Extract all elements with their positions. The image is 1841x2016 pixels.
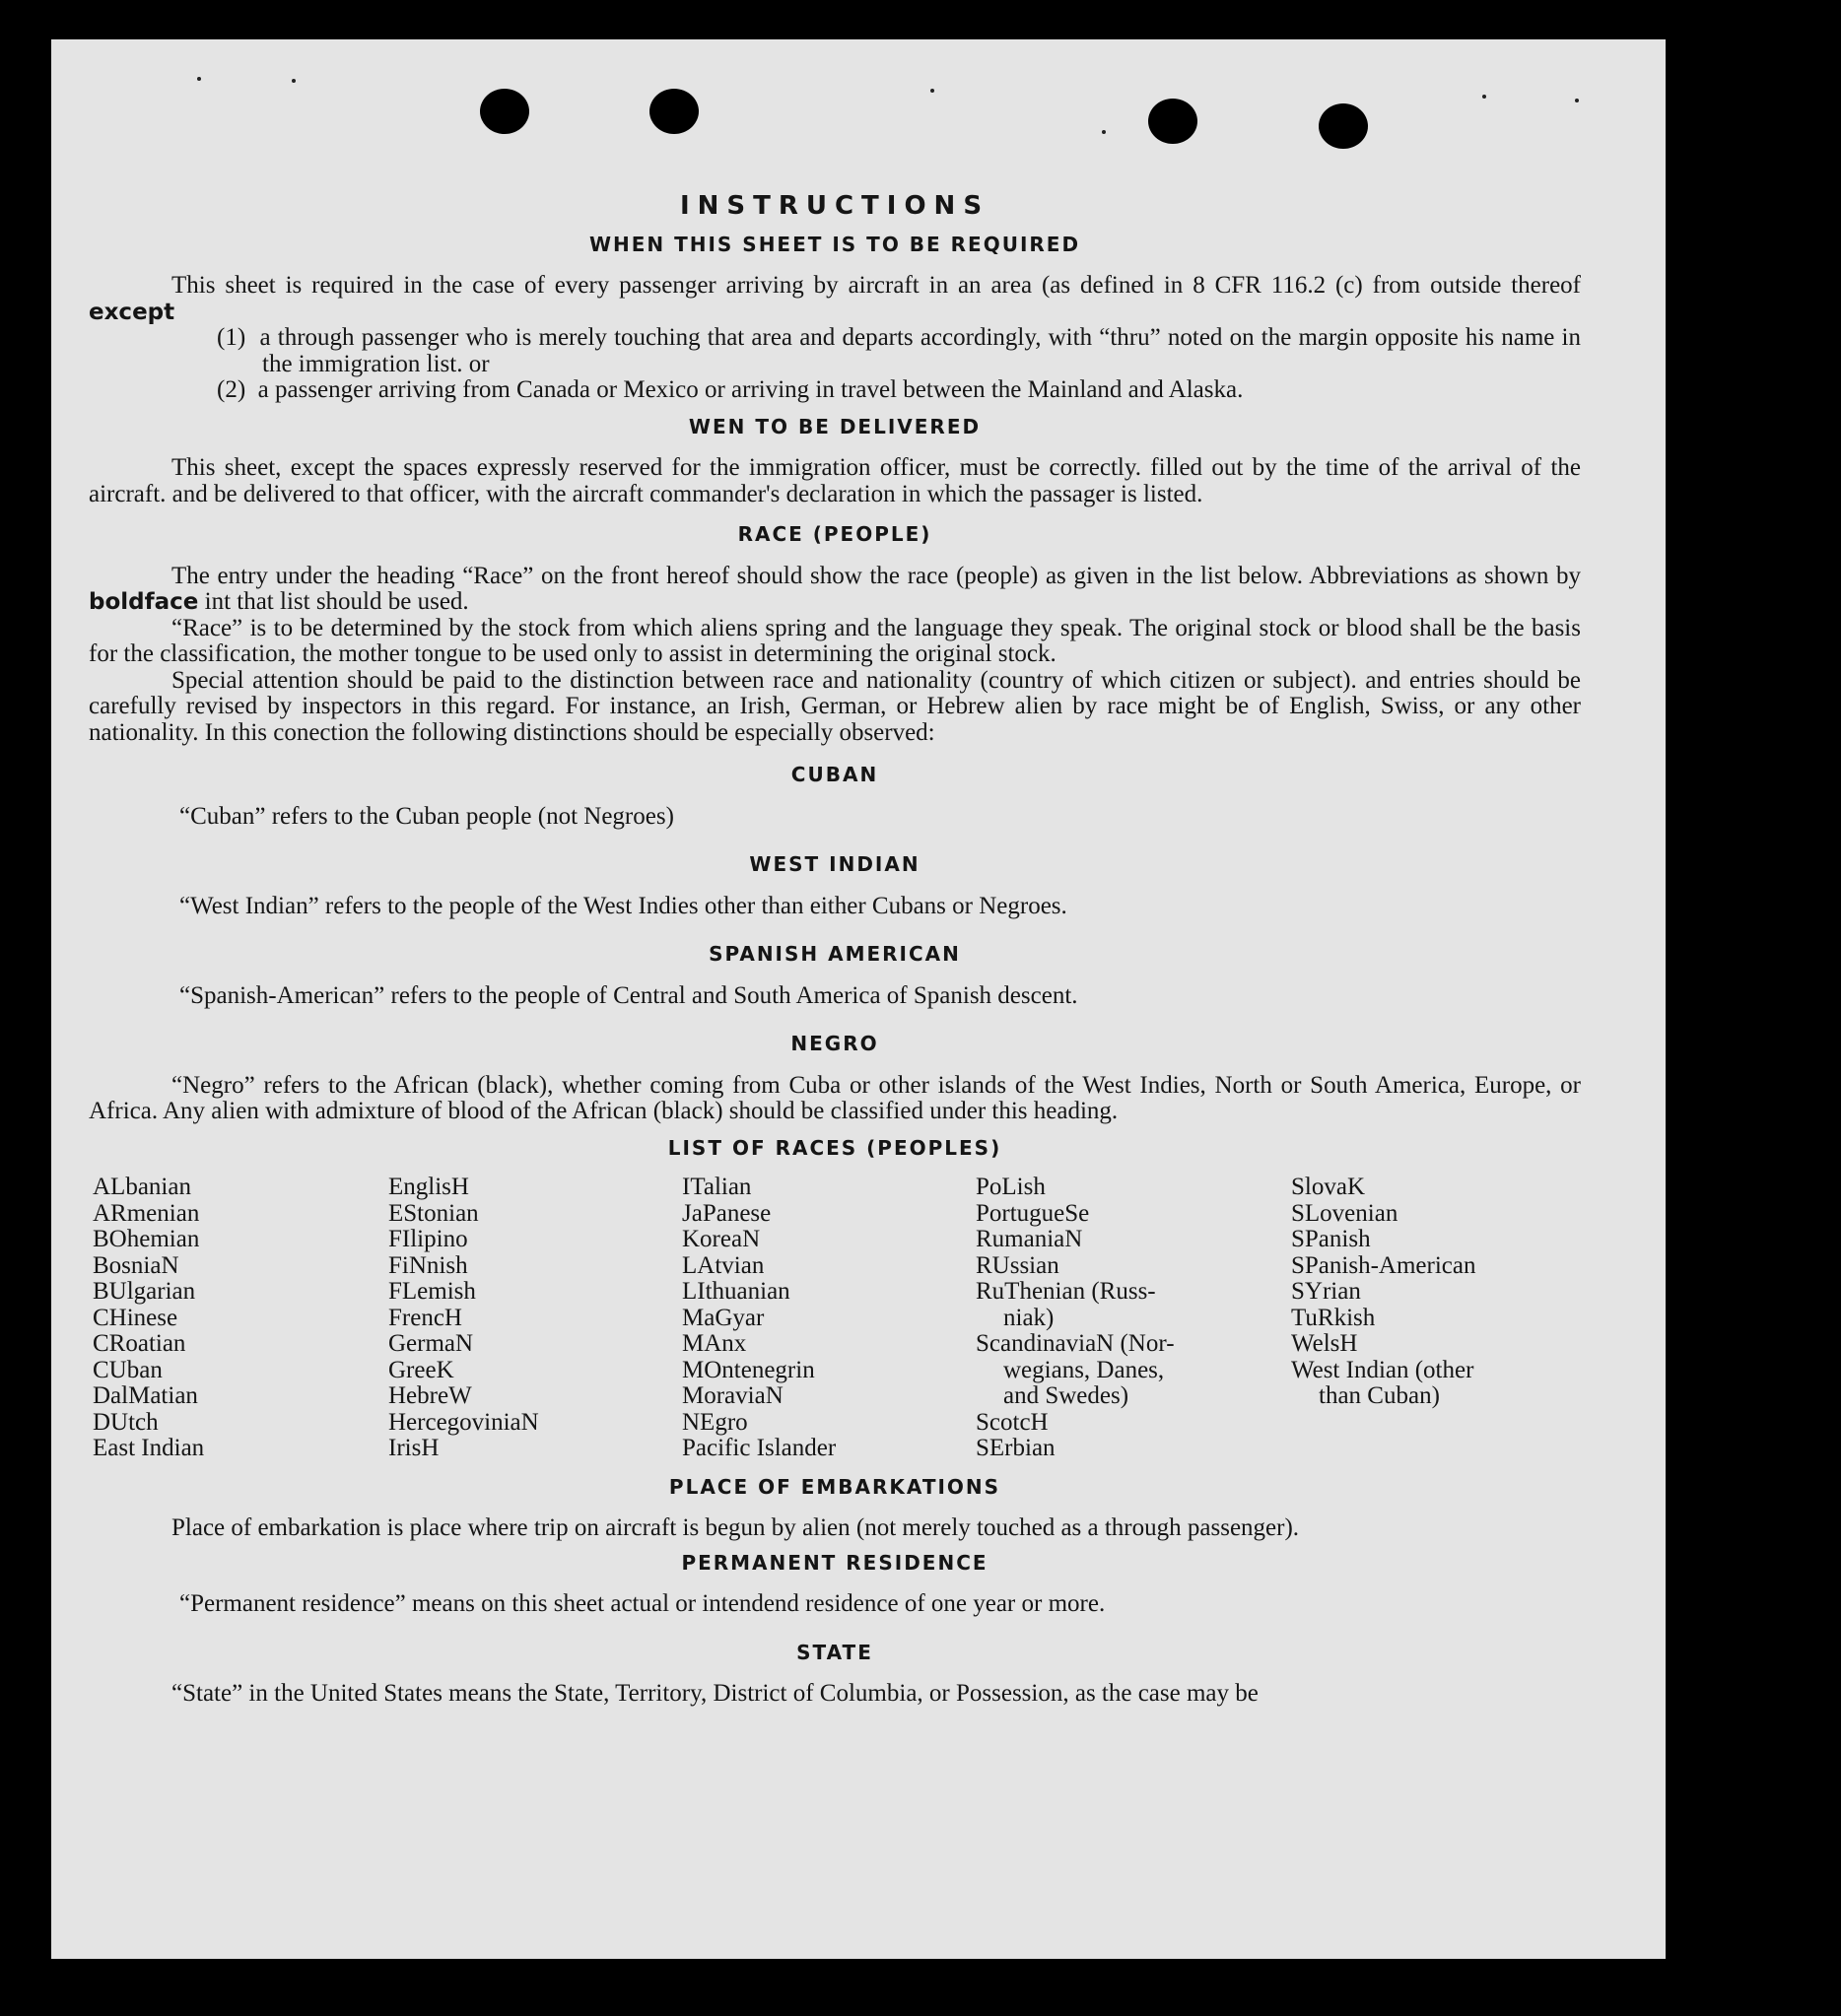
- race-entry: KoreaN: [682, 1226, 761, 1252]
- punch-hole: [649, 89, 699, 134]
- race-entry: MaGyar: [682, 1304, 765, 1331]
- race-entry: PoLish: [976, 1174, 1046, 1200]
- heading-negro: NEGRO: [790, 1032, 879, 1055]
- punch-hole: [1319, 103, 1368, 149]
- race-entry: ScotcH: [976, 1408, 1049, 1436]
- race-entry: FrencH: [388, 1304, 462, 1331]
- heading-west-indian: WEST INDIAN: [749, 852, 920, 876]
- race-entry: SlovaK: [1291, 1174, 1365, 1200]
- races-column-4: [976, 1175, 1291, 1462]
- scan-speck: [292, 79, 296, 83]
- punch-hole: [480, 89, 529, 134]
- race-entry: JaPanese: [682, 1199, 772, 1227]
- heading-when-delivered: WEN TO BE DELIVERED: [688, 414, 982, 438]
- races-column-3: [682, 1175, 976, 1462]
- scan-speck: [930, 89, 934, 93]
- race-entry: MOntenegrin: [682, 1356, 815, 1383]
- embarkation-text: Place of embarkation is place where trip on aircraft is begun by alien (not merely touched as a through passenger).: [171, 1514, 1300, 1541]
- race-entry: ScandinaviaN (Nor-: [976, 1330, 1175, 1357]
- residence-text: “Permanent residence” means on this sheet actual or intendend residence of one year or more.: [179, 1590, 1106, 1617]
- heading-spanish-american: SPANISH AMERICAN: [709, 942, 961, 966]
- race-entry: RumaniaN: [976, 1226, 1083, 1252]
- race-entry: DUtch: [93, 1408, 159, 1436]
- race-entry: SPanish: [1291, 1226, 1371, 1252]
- race-entry-continuation: niak): [1003, 1304, 1055, 1331]
- heading-when-required: WHEN THIS SHEET IS TO BE REQUIRED: [588, 232, 1081, 256]
- race-entry: SErbian: [976, 1435, 1056, 1461]
- race-entry: MAnx: [682, 1330, 747, 1357]
- scan-speck: [197, 77, 201, 81]
- races-column-5: [1291, 1175, 1577, 1462]
- race-entry: TuRkish: [1291, 1304, 1376, 1331]
- scan-speck: [1575, 99, 1579, 102]
- race-paragraph-3: Special attention should be paid to the distinction between race and nationality (country of which citizen or subject). and entries should be carefully revised by inspectors in this regard. For instance, an Irish, German, or Hebrew alien by race might be of English, Swiss, or any other nationality. In this conection the following distinctions should be especially observed:: [89, 666, 1581, 746]
- heading-state: STATE: [796, 1640, 873, 1664]
- west-indian-text: “West Indian” refers to the people of the West Indies other than either Cubans or Negroes.: [179, 892, 1067, 919]
- heading-race: RACE (PEOPLE): [737, 522, 932, 546]
- punch-hole: [1148, 99, 1197, 144]
- required-item-1: (1) a through passenger who is merely touching that area and departs accordingly, with “thru” noted on the margin opposite his name in the immigration list. or: [217, 324, 1581, 377]
- race-entry: East Indian: [93, 1435, 205, 1461]
- race-entry: BosniaN: [93, 1251, 179, 1279]
- scan-speck: [1482, 95, 1486, 99]
- race-entry: EnglisH: [388, 1174, 469, 1200]
- race-entry: FIlipino: [388, 1226, 468, 1252]
- races-column-2: [388, 1175, 682, 1462]
- race-entry: HercegoviniaN: [388, 1408, 539, 1436]
- race-entry: FiNnish: [388, 1251, 468, 1279]
- race-entry: MoraviaN: [682, 1382, 784, 1409]
- document-page: [51, 39, 1666, 1959]
- heading-permanent-residence: PERMANENT RESIDENCE: [681, 1550, 989, 1575]
- race-paragraph-2: “Race” is to be determined by the stock from which aliens spring and the language they speak. The original stock or blood shall be the basis for the classification, the mother tongue to be used only to assist in determining the original stock.: [89, 614, 1581, 667]
- heading-place-of-embarkation: PLACE OF EMBARKATIONS: [668, 1474, 1001, 1499]
- race-entry: DalMatian: [93, 1382, 198, 1409]
- race-entry: CHinese: [93, 1304, 178, 1331]
- races-column-1: [93, 1175, 388, 1462]
- race-entry: RuThenian (Russ-: [976, 1278, 1156, 1305]
- delivered-text: This sheet, except the spaces expressly reserved for the immigration officer, must be correctly. filled out by the time of the arrival of the aircraft. and be delivered to that officer, with the aircraft commander's declaration in which the passager is listed.: [89, 454, 1581, 507]
- race-entry: CUban: [93, 1356, 163, 1383]
- race-entry: EStonian: [388, 1199, 479, 1227]
- races-list: [93, 1175, 1581, 1462]
- race-entry: PortugueSe: [976, 1199, 1090, 1227]
- race-entry: WelsH: [1291, 1330, 1358, 1357]
- race-entry: LIthuanian: [682, 1278, 790, 1305]
- race-paragraph-1: The entry under the heading “Race” on the front hereof should show the race (people) as given in the list below. Abbreviations as shown by boldface int that list should be used.: [89, 562, 1581, 615]
- required-intro: This sheet is required in the case of every passenger arriving by aircraft in an area (as defined in 8 CFR 116.2 (c) from outside thereof except: [89, 272, 1581, 325]
- race-entry-continuation: wegians, Danes,: [1003, 1356, 1165, 1383]
- race-entry: ITalian: [682, 1174, 752, 1200]
- race-entry: GreeK: [388, 1356, 454, 1383]
- race-entry-continuation: than Cuban): [1319, 1382, 1440, 1409]
- race-entry: ALbanian: [93, 1174, 191, 1200]
- race-entry: NEgro: [682, 1408, 748, 1436]
- cuban-text: “Cuban” refers to the Cuban people (not Negroes): [179, 802, 674, 830]
- race-entry: GermaN: [388, 1330, 474, 1357]
- race-entry: ARmenian: [93, 1199, 200, 1227]
- required-item-2: (2) a passenger arriving from Canada or Mexico or arriving in travel between the Mainland and Alaska.: [217, 376, 1244, 403]
- race-entry: RUssian: [976, 1251, 1059, 1279]
- scan-speck: [1102, 130, 1106, 134]
- race-entry: Pacific Islander: [682, 1435, 837, 1461]
- race-entry: FLemish: [388, 1278, 476, 1305]
- state-text: “State” in the United States means the State, Territory, District of Columbia, or Possession, as the case may be: [171, 1680, 1259, 1707]
- heading-cuban: CUBAN: [790, 763, 879, 786]
- race-entry: HebreW: [388, 1382, 472, 1409]
- race-entry: SYrian: [1291, 1278, 1361, 1305]
- instructions-title: INSTRUCTIONS: [679, 191, 990, 221]
- race-entry: West Indian (other: [1291, 1356, 1474, 1383]
- race-entry: SLovenian: [1291, 1199, 1398, 1227]
- race-entry: IrisH: [388, 1435, 440, 1461]
- instructions-body: [89, 187, 1581, 1708]
- race-entry-continuation: and Swedes): [1003, 1382, 1129, 1409]
- race-entry: SPanish-American: [1291, 1251, 1476, 1279]
- race-entry: BUlgarian: [93, 1278, 196, 1305]
- race-entry: CRoatian: [93, 1330, 186, 1357]
- spanish-american-text: “Spanish-American” refers to the people of Central and South America of Spanish descent.: [179, 981, 1078, 1009]
- heading-list-of-races: LIST OF RACES (PEOPLES): [667, 1135, 1002, 1160]
- race-entry: BOhemian: [93, 1226, 200, 1252]
- negro-text: “Negro” refers to the African (black), whether coming from Cuba or other islands of the West Indies, North or South America, Europe, or Africa. Any alien with admixture of blood of the African (black) should be classified under this heading.: [89, 1071, 1581, 1124]
- race-entry: LAtvian: [682, 1251, 765, 1279]
